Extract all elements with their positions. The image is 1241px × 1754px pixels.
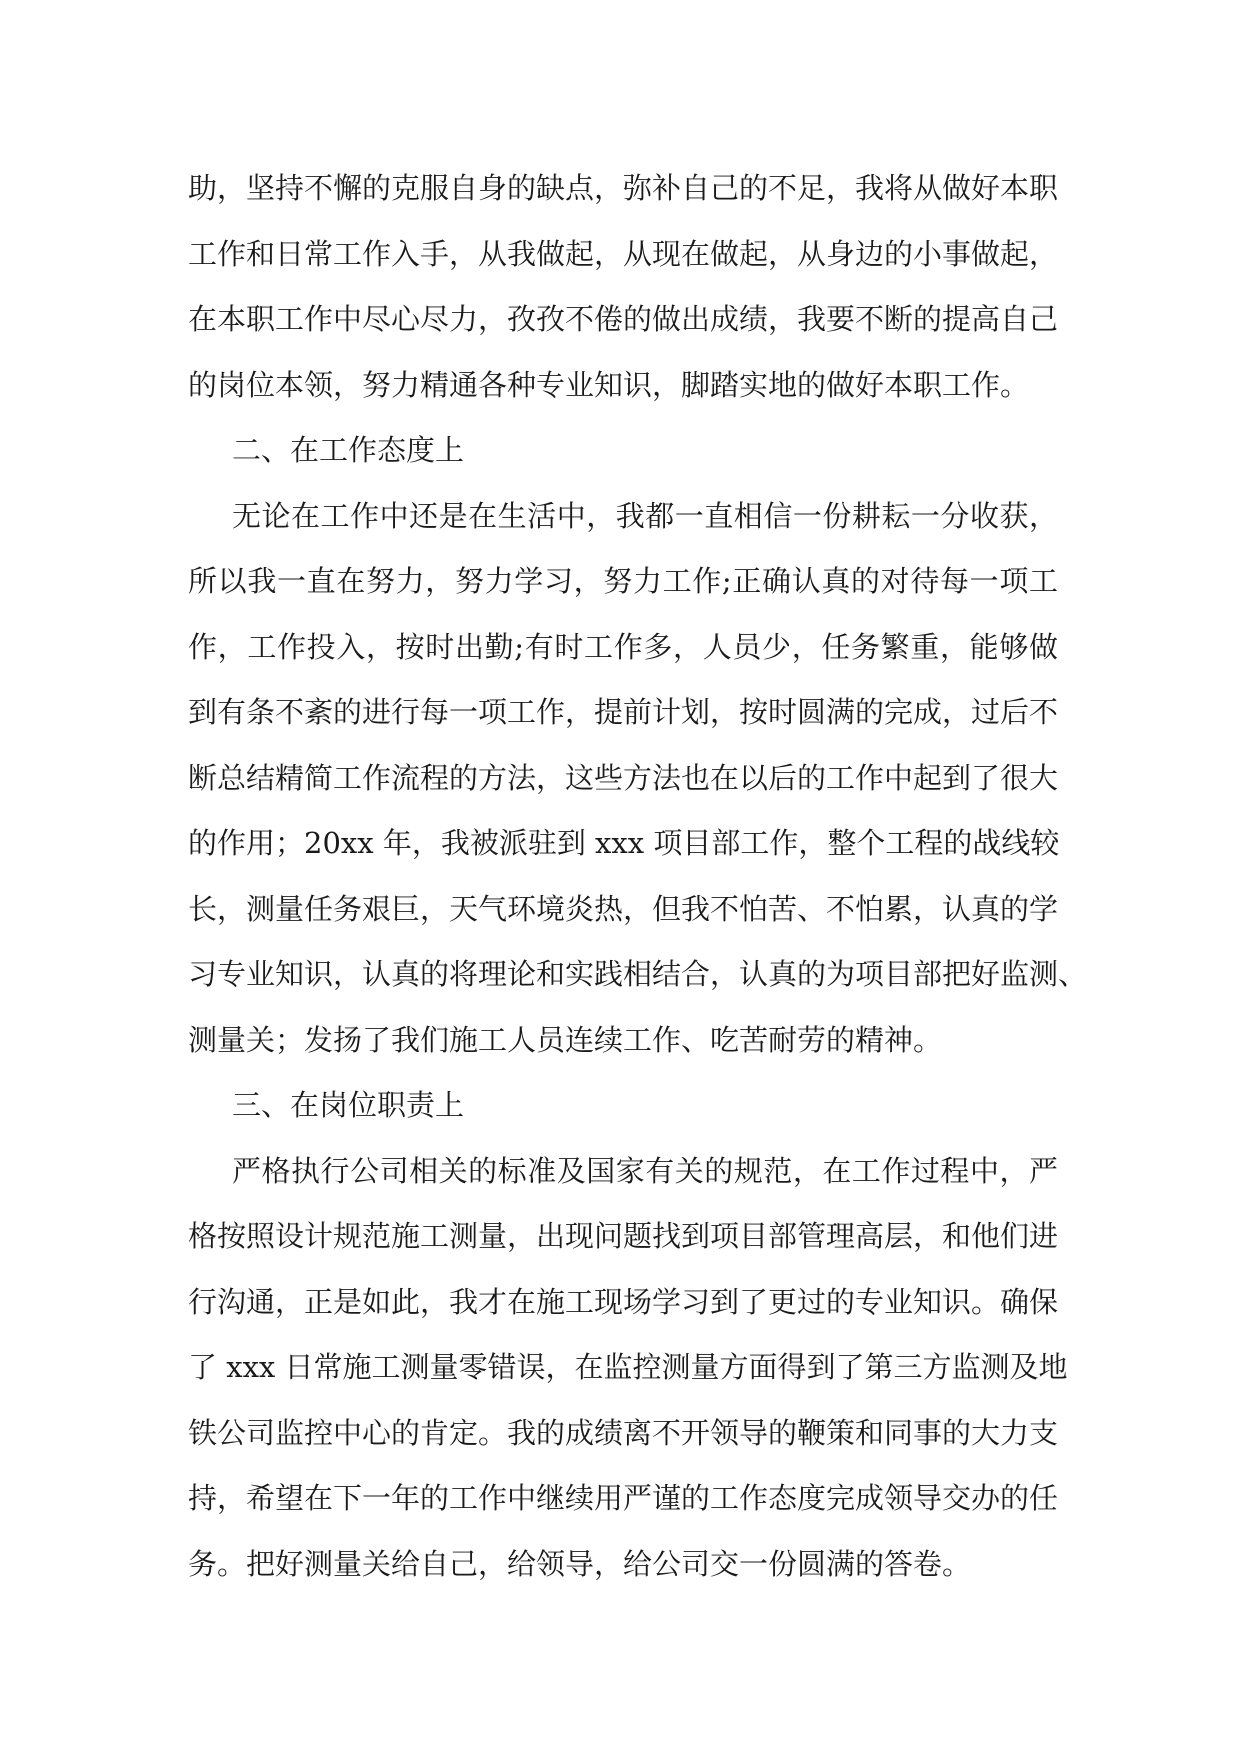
text-line: 严格执行公司相关的标准及国家有关的规范，在工作过程中，严 [232, 1153, 1058, 1188]
text-line: 持，希望在下一年的工作中继续用严谨的工作态度完成领导交办的任 [188, 1481, 1059, 1515]
text-line: 格按照设计规范施工测量，出现问题找到项目部管理高层，和他们进 [188, 1219, 1059, 1253]
text-line: 到有条不紊的进行每一项工作，提前计划，按时圆满的完成，过后不 [188, 695, 1059, 729]
text-line: 工作和日常工作入手，从我做起，从现在做起，从身边的小事做起， [188, 236, 1059, 271]
text-line: 作，工作投入，按时出勤;有时工作多，人员少，任务繁重，能够做 [188, 629, 1058, 664]
text-line: 测量关；发扬了我们施工人员连续工作、吃苦耐劳的精神。 [188, 1022, 943, 1057]
heading-text: 二、在工作态度上 [232, 433, 465, 467]
section-heading-work-attitude [188, 418, 1058, 484]
text-line: 无论在工作中还是在生活中，我都一直相信一份耕耘一分收获， [232, 498, 1058, 533]
text-line: 的岗位本领，努力精通各种专业知识，脚踏实地的做好本职工作。 [188, 367, 1030, 402]
section-heading-job-duties [188, 1073, 1058, 1139]
text-line: 习专业知识，认真的将理论和实践相结合，认真的为项目部把好监测、 [188, 957, 1088, 991]
text-line: 务。把好测量关给自己，给领导，给公司交一份圆满的答卷。 [188, 1546, 972, 1581]
text-line: 断总结精简工作流程的方法，这些方法也在以后的工作中起到了很大 [188, 760, 1059, 795]
paragraph-continuation [188, 156, 1058, 418]
text-line: 在本职工作中尽心尽力，孜孜不倦的做出成绩，我要不断的提高自己 [188, 302, 1059, 336]
paragraph-job-duties [188, 1139, 1068, 1598]
text-line: 所以我一直在努力，努力学习，努力工作;正确认真的对待每一项工 [188, 564, 1058, 598]
text-line: 的作用；20xx 年，我被派驻到 xxx 项目部工作，整个工程的战线较 [188, 826, 1060, 860]
document-body [188, 156, 1088, 1597]
heading-text: 三、在岗位职责上 [232, 1088, 465, 1122]
text-line: 助，坚持不懈的克服自身的缺点，弥补自己的不足，我将从做好本职 [188, 171, 1059, 205]
text-line: 了 xxx 日常施工测量零错误，在监控测量方面得到了第三方监测及地 [188, 1350, 1068, 1384]
text-line: 铁公司监控中心的肯定。我的成绩离不开领导的鞭策和同事的大力支 [188, 1415, 1059, 1450]
paragraph-work-attitude [188, 484, 1088, 1074]
text-line: 长，测量任务艰巨，天气环境炎热，但我不怕苦、不怕累，认真的学 [188, 891, 1059, 926]
text-line: 行沟通，正是如此，我才在施工现场学习到了更过的专业知识。确保 [188, 1284, 1059, 1319]
